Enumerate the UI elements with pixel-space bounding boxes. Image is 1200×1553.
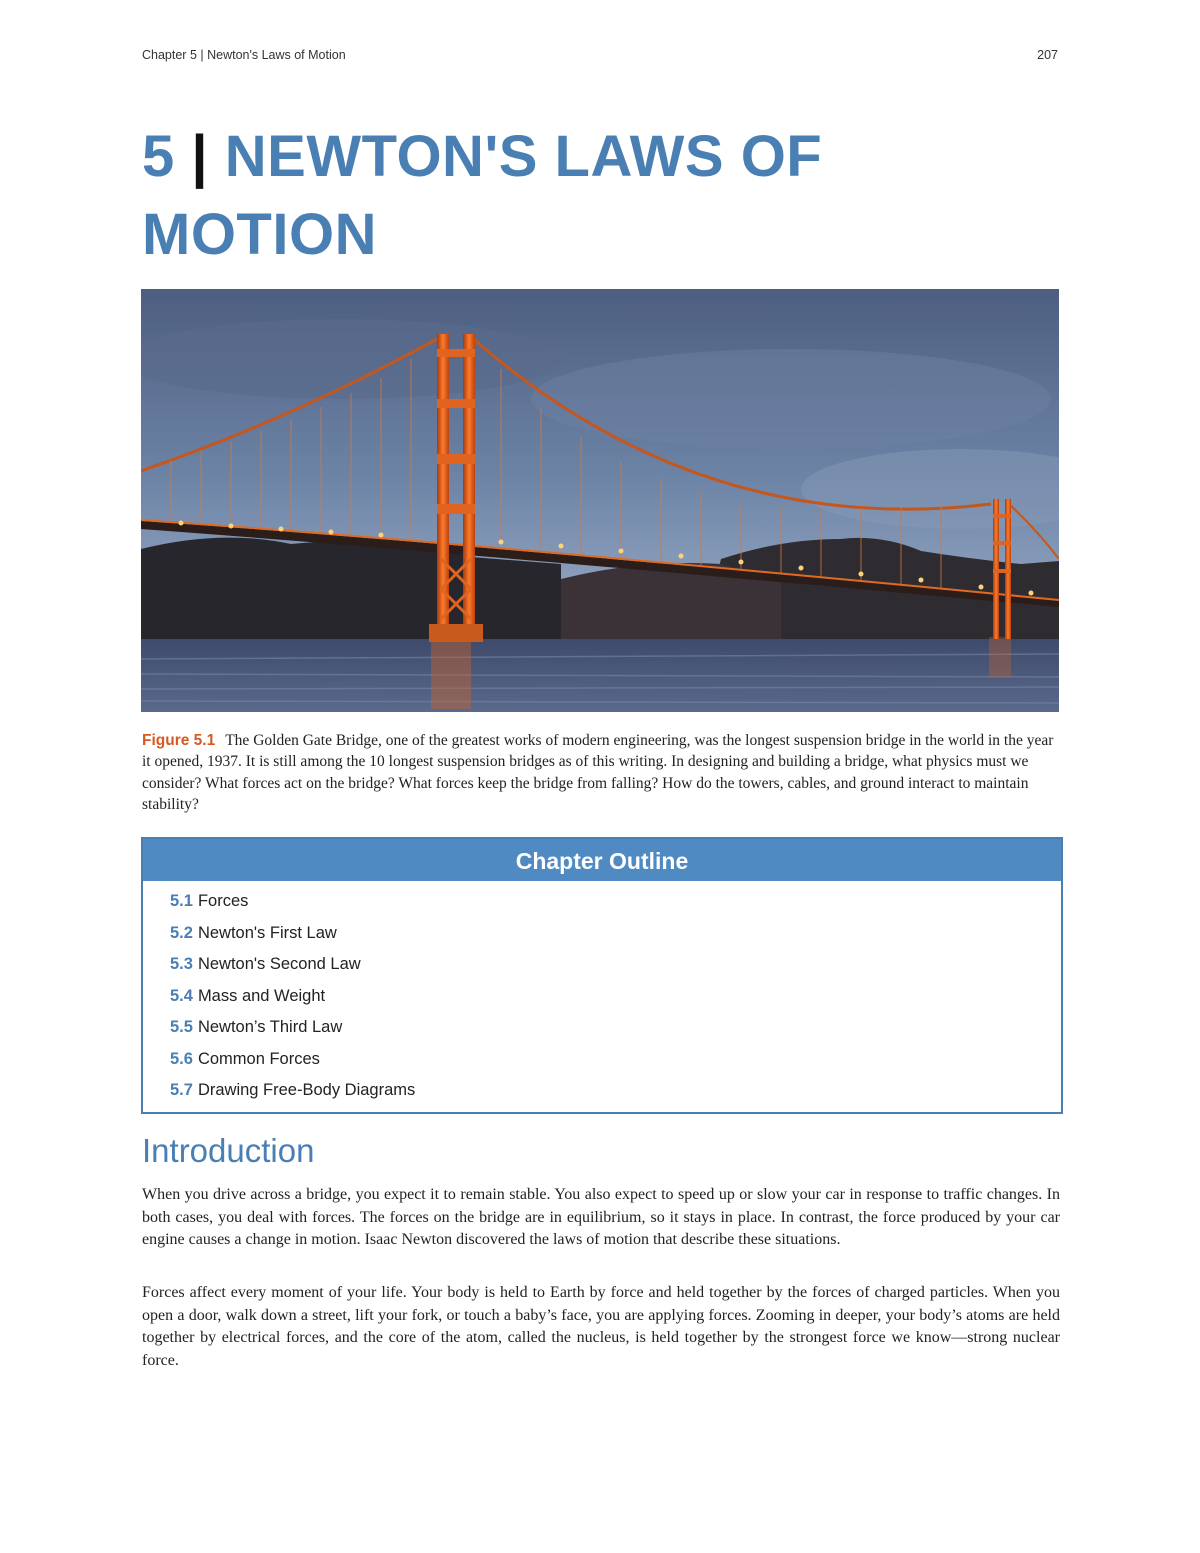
figure-label: Figure 5.1 <box>142 731 216 749</box>
chapter-outline <box>141 837 1063 1114</box>
chapter-title-line1: NEWTON'S LAWS OF <box>224 124 823 189</box>
running-header <box>142 48 1058 62</box>
outline-item[interactable] <box>170 954 1061 986</box>
golden-gate-bridge-photo <box>141 289 1059 712</box>
chapter-title-line2: MOTION <box>142 202 377 267</box>
outline-item-title: Forces <box>197 892 249 910</box>
outline-item[interactable] <box>170 1080 1061 1112</box>
figure-caption <box>142 730 1060 816</box>
outline-item-number: 5.2 <box>170 923 193 942</box>
chapter-outline-list <box>143 881 1061 1112</box>
outline-item-title: Newton’s Third Law <box>197 1018 343 1036</box>
introduction-paragraph: Forces affect every moment of your life. Your body is held to Earth by force and held together by the forces of charged particles. When you open a door, walk down a street, lift your fork, or touch a baby’s face, you are applying forces. Zooming in deeper, your body’s atoms are held together by electrical forces, and the core of the atom, called the nucleus, is held together by the strongest force we know—strong nuclear force. <box>142 1284 1060 1369</box>
chapter-number: 5 <box>142 124 175 189</box>
introduction-paragraph: When you drive across a bridge, you expect it to remain stable. You also expect to speed up or slow your car in response to traffic changes. In both cases, you deal with forces. The forces on the bridge are in equilibrium, so it stays in place. In contrast, the force produced by your car engine causes a change in motion. Isaac Newton discovered the laws of motion that describe these situations. <box>142 1186 1060 1249</box>
outline-item-number: 5.3 <box>170 955 193 973</box>
chapter-outline-heading: Chapter Outline <box>143 839 1061 881</box>
outline-item-number: 5.1 <box>170 892 193 910</box>
outline-item[interactable] <box>170 986 1061 1018</box>
outline-item-number: 5.5 <box>170 1018 193 1036</box>
outline-item[interactable] <box>170 923 1061 955</box>
running-title: Chapter 5 | Newton's Laws of Motion <box>142 48 346 62</box>
outline-item-number: 5.6 <box>170 1049 193 1068</box>
page-number: 207 <box>1037 48 1058 62</box>
introduction-heading: Introduction <box>142 1132 315 1169</box>
chapter-title <box>142 118 1062 274</box>
outline-item-title: Newton's First Law <box>197 923 337 942</box>
outline-item[interactable] <box>170 1049 1061 1081</box>
outline-item[interactable] <box>170 891 1061 923</box>
outline-item-title: Common Forces <box>197 1049 320 1068</box>
figure-caption-text: The Golden Gate Bridge, one of the greatest works of modern engineering, was the longest suspension bridge in the world in the year it opened, 1937. It is still among the 10 longest suspension bridges as of this writing. In designing and building a bridge, what physics must we consider? What forces act on the bridge? What forces keep the bridge from falling? How do the towers, cables, and ground interact to maintain stability? <box>142 731 1054 813</box>
outline-item-title: Newton's Second Law <box>197 955 361 973</box>
outline-item-number: 5.7 <box>170 1081 193 1099</box>
outline-item-title: Drawing Free-Body Diagrams <box>197 1081 416 1099</box>
outline-item-number: 5.4 <box>170 986 193 1005</box>
outline-item-title: Mass and Weight <box>197 986 326 1005</box>
outline-item[interactable] <box>170 1017 1061 1049</box>
chapter-separator: | <box>191 124 209 189</box>
